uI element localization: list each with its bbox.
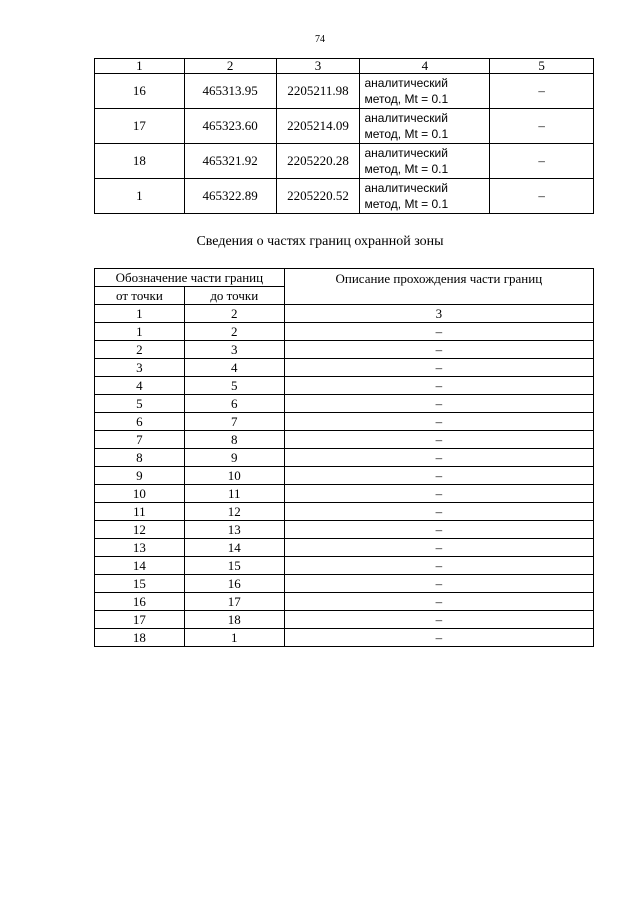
- table-row: [95, 539, 594, 557]
- description-cell: –: [284, 485, 593, 503]
- boundary-parts-table: [94, 268, 594, 647]
- table-row: [95, 323, 594, 341]
- description-cell: –: [284, 449, 593, 467]
- from-point-cell: 18: [95, 629, 185, 647]
- method-cell: [360, 74, 490, 109]
- table-row: [95, 521, 594, 539]
- description-cell: –: [284, 629, 593, 647]
- method-line-2: метод, Mt = 0.1: [364, 92, 449, 106]
- from-point-cell: 9: [95, 467, 185, 485]
- point-cell: 1: [95, 179, 185, 214]
- method-line-2: метод, Mt = 0.1: [364, 197, 449, 211]
- method-cell: [360, 179, 490, 214]
- to-point-cell: 14: [184, 539, 284, 557]
- coordinates-table: [94, 58, 594, 214]
- y-coordinate-cell: 2205220.52: [276, 179, 360, 214]
- table-row: [95, 359, 594, 377]
- from-point-cell: 12: [95, 521, 185, 539]
- page-number: 74: [315, 34, 325, 45]
- from-point-cell: 11: [95, 503, 185, 521]
- boundary-part-designation-header: Обозначение части границ: [95, 269, 285, 287]
- column-number-3: 3: [276, 59, 360, 74]
- x-coordinate-cell: 465322.89: [184, 179, 276, 214]
- to-point-cell: 15: [184, 557, 284, 575]
- to-point-cell: 11: [184, 485, 284, 503]
- point-cell: 16: [95, 74, 185, 109]
- to-point-cell: 5: [184, 377, 284, 395]
- column-number-2: 2: [184, 305, 284, 323]
- method-line-1: аналитический: [364, 146, 448, 160]
- description-cell: –: [284, 611, 593, 629]
- to-point-cell: 4: [184, 359, 284, 377]
- coordinates-table-header-row: [95, 59, 594, 74]
- from-point-cell: 16: [95, 593, 185, 611]
- from-point-cell: 10: [95, 485, 185, 503]
- to-point-header: до точки: [184, 287, 284, 305]
- from-point-cell: 2: [95, 341, 185, 359]
- column-number-4: 4: [360, 59, 490, 74]
- description-cell: –: [284, 431, 593, 449]
- parts-table-number-row: [95, 305, 594, 323]
- point-cell: 17: [95, 109, 185, 144]
- table-row: [95, 341, 594, 359]
- description-cell: –: [490, 144, 594, 179]
- from-point-cell: 4: [95, 377, 185, 395]
- from-point-cell: 5: [95, 395, 185, 413]
- table-row: [95, 109, 594, 144]
- y-coordinate-cell: 2205211.98: [276, 74, 360, 109]
- description-cell: –: [284, 413, 593, 431]
- y-coordinate-cell: 2205220.28: [276, 144, 360, 179]
- method-line-1: аналитический: [364, 76, 448, 90]
- method-cell: [360, 144, 490, 179]
- column-number-3: 3: [284, 305, 593, 323]
- to-point-cell: 17: [184, 593, 284, 611]
- table-row: [95, 611, 594, 629]
- to-point-cell: 6: [184, 395, 284, 413]
- to-point-cell: 10: [184, 467, 284, 485]
- description-cell: –: [284, 593, 593, 611]
- table-row: [95, 557, 594, 575]
- table-row: [95, 593, 594, 611]
- x-coordinate-cell: 465323.60: [184, 109, 276, 144]
- from-point-cell: 17: [95, 611, 185, 629]
- description-cell: –: [284, 395, 593, 413]
- from-point-cell: 14: [95, 557, 185, 575]
- boundary-description-header: Описание прохождения части границ: [284, 269, 593, 305]
- to-point-cell: 18: [184, 611, 284, 629]
- description-cell: –: [284, 377, 593, 395]
- from-point-cell: 1: [95, 323, 185, 341]
- table-row: [95, 395, 594, 413]
- table-row: [95, 467, 594, 485]
- table-row: [95, 503, 594, 521]
- to-point-cell: 12: [184, 503, 284, 521]
- description-cell: –: [490, 109, 594, 144]
- parts-table-header-row-1: [95, 269, 594, 287]
- description-cell: –: [284, 521, 593, 539]
- section-title: Сведения о частях границ охранной зоны: [196, 234, 444, 249]
- description-cell: –: [284, 539, 593, 557]
- table-row: [95, 485, 594, 503]
- description-cell: –: [284, 467, 593, 485]
- to-point-cell: 3: [184, 341, 284, 359]
- column-number-1: 1: [95, 305, 185, 323]
- from-point-cell: 15: [95, 575, 185, 593]
- column-number-2: 2: [184, 59, 276, 74]
- description-cell: –: [284, 503, 593, 521]
- table-row: [95, 431, 594, 449]
- method-line-1: аналитический: [364, 111, 448, 125]
- point-cell: 18: [95, 144, 185, 179]
- table-row: [95, 179, 594, 214]
- to-point-cell: 2: [184, 323, 284, 341]
- table-row: [95, 74, 594, 109]
- method-line-1: аналитический: [364, 181, 448, 195]
- description-cell: –: [284, 557, 593, 575]
- to-point-cell: 8: [184, 431, 284, 449]
- method-line-2: метод, Mt = 0.1: [364, 162, 449, 176]
- description-cell: –: [490, 74, 594, 109]
- from-point-cell: 13: [95, 539, 185, 557]
- to-point-cell: 13: [184, 521, 284, 539]
- table-row: [95, 144, 594, 179]
- to-point-cell: 7: [184, 413, 284, 431]
- table-row: [95, 575, 594, 593]
- description-cell: –: [284, 359, 593, 377]
- x-coordinate-cell: 465321.92: [184, 144, 276, 179]
- description-cell: –: [284, 575, 593, 593]
- from-point-header: от точки: [95, 287, 185, 305]
- description-cell: –: [284, 323, 593, 341]
- to-point-cell: 1: [184, 629, 284, 647]
- table-row: [95, 449, 594, 467]
- from-point-cell: 8: [95, 449, 185, 467]
- x-coordinate-cell: 465313.95: [184, 74, 276, 109]
- table-row: [95, 629, 594, 647]
- from-point-cell: 6: [95, 413, 185, 431]
- table-row: [95, 377, 594, 395]
- method-cell: [360, 109, 490, 144]
- y-coordinate-cell: 2205214.09: [276, 109, 360, 144]
- from-point-cell: 7: [95, 431, 185, 449]
- table-row: [95, 413, 594, 431]
- description-cell: –: [490, 179, 594, 214]
- from-point-cell: 3: [95, 359, 185, 377]
- description-cell: –: [284, 341, 593, 359]
- column-number-5: 5: [490, 59, 594, 74]
- method-line-2: метод, Mt = 0.1: [364, 127, 449, 141]
- column-number-1: 1: [95, 59, 185, 74]
- to-point-cell: 16: [184, 575, 284, 593]
- to-point-cell: 9: [184, 449, 284, 467]
